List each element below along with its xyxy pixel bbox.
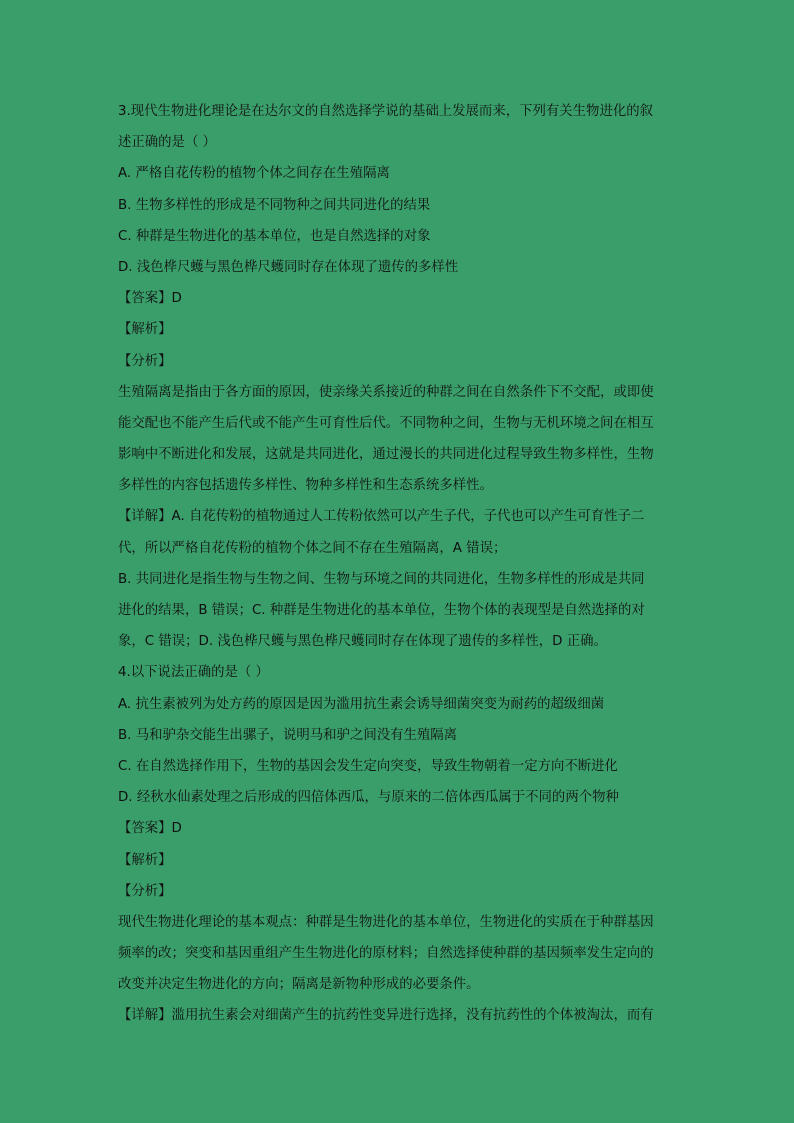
text-line: 述正确的是（ ） — [118, 135, 216, 151]
text-line: 现代生物进化理论的基本观点：种群是生物进化的基本单位，生物进化的实质在于种群基因 — [118, 914, 654, 930]
option-d: D. 经秋水仙素处理之后形成的四倍体西瓜，与原来的二倍体西瓜属于不同的两个物种 — [118, 790, 619, 806]
text-line: 影响中不断进化和发展，这就是共同进化，通过漫长的共同进化过程导致生物多样性，生物 — [118, 447, 654, 463]
text-line: 3.现代生物进化理论是在达尔文的自然选择学说的基础上发展而来，下列有关生物进化的叙 — [118, 104, 654, 119]
text-line: 象，C 错误；D. 浅色桦尺蠖与黑色桦尺蠖同时存在体现了遗传的多样性，D 正确。 — [118, 634, 607, 650]
option-c: C. 在自然选择作用下，生物的基因会发生定向突变，导致生物朝着一定方向不断进化 — [118, 758, 618, 774]
option-d: D. 浅色桦尺蠖与黑色桦尺蠖同时存在体现了遗传的多样性 — [118, 259, 459, 275]
detail-line: 【详解】滥用抗生素会对细菌产生的抗药性变异进行选择，没有抗药性的个体被淘汰，而有 — [118, 1008, 654, 1024]
fenxi-label: 【分析】 — [118, 353, 172, 369]
option-a: A. 抗生素被列为处方药的原因是因为滥用抗生素会诱导细菌突变为耐药的超级细菌 — [118, 696, 605, 712]
text-line: 频率的改；突变和基因重组产生生物进化的原材料；自然选择使种群的基因频率发生定向的 — [118, 946, 654, 962]
text-line: 能交配也不能产生后代或不能产生可育性后代。不同物种之间，生物与无机环境之间在相互 — [118, 415, 654, 431]
text-line: 生殖隔离是指由于各方面的原因，使亲缘关系接近的种群之间在自然条件下不交配，或即使 — [118, 384, 654, 400]
option-a: A. 严格自花传粉的植物个体之间存在生殖隔离 — [118, 166, 390, 182]
fenxi-label: 【分析】 — [118, 883, 172, 899]
analysis-label: 【解析】 — [118, 852, 172, 868]
analysis-label: 【解析】 — [118, 322, 172, 338]
text-line: 代，所以严格自花传粉的植物个体之间不存在生殖隔离，A 错误； — [118, 540, 507, 556]
answer-label: 【答案】D — [118, 821, 182, 837]
text-line: B. 共同进化是指生物与生物之间、生物与环境之间的共同进化，生物多样性的形成是共同 — [118, 571, 645, 587]
question-4-title: 4.以下说法正确的是（ ） — [118, 665, 269, 681]
option-b: B. 马和驴杂交能生出骡子，说明马和驴之间没有生殖隔离 — [118, 727, 458, 743]
answer-label: 【答案】D — [118, 291, 182, 307]
text-line: 改变并决定生物进化的方向；隔离是新物种形成的必要条件。 — [118, 977, 480, 993]
option-c: C. 种群是生物进化的基本单位，也是自然选择的对象 — [118, 228, 431, 244]
text-line: 多样性的内容包括遗传多样性、物种多样性和生态系统多样性。 — [118, 478, 493, 494]
detail-line: 【详解】A. 自花传粉的植物通过人工传粉依然可以产生子代，子代也可以产生可育性子二 — [118, 509, 645, 525]
document-page — [118, 100, 678, 1036]
text-line: 进化的结果，B 错误；C. 种群是生物进化的基本单位，生物个体的表现型是自然选择的对 — [118, 603, 645, 618]
option-b: B. 生物多样性的形成是不同物种之间共同进化的结果 — [118, 197, 431, 213]
